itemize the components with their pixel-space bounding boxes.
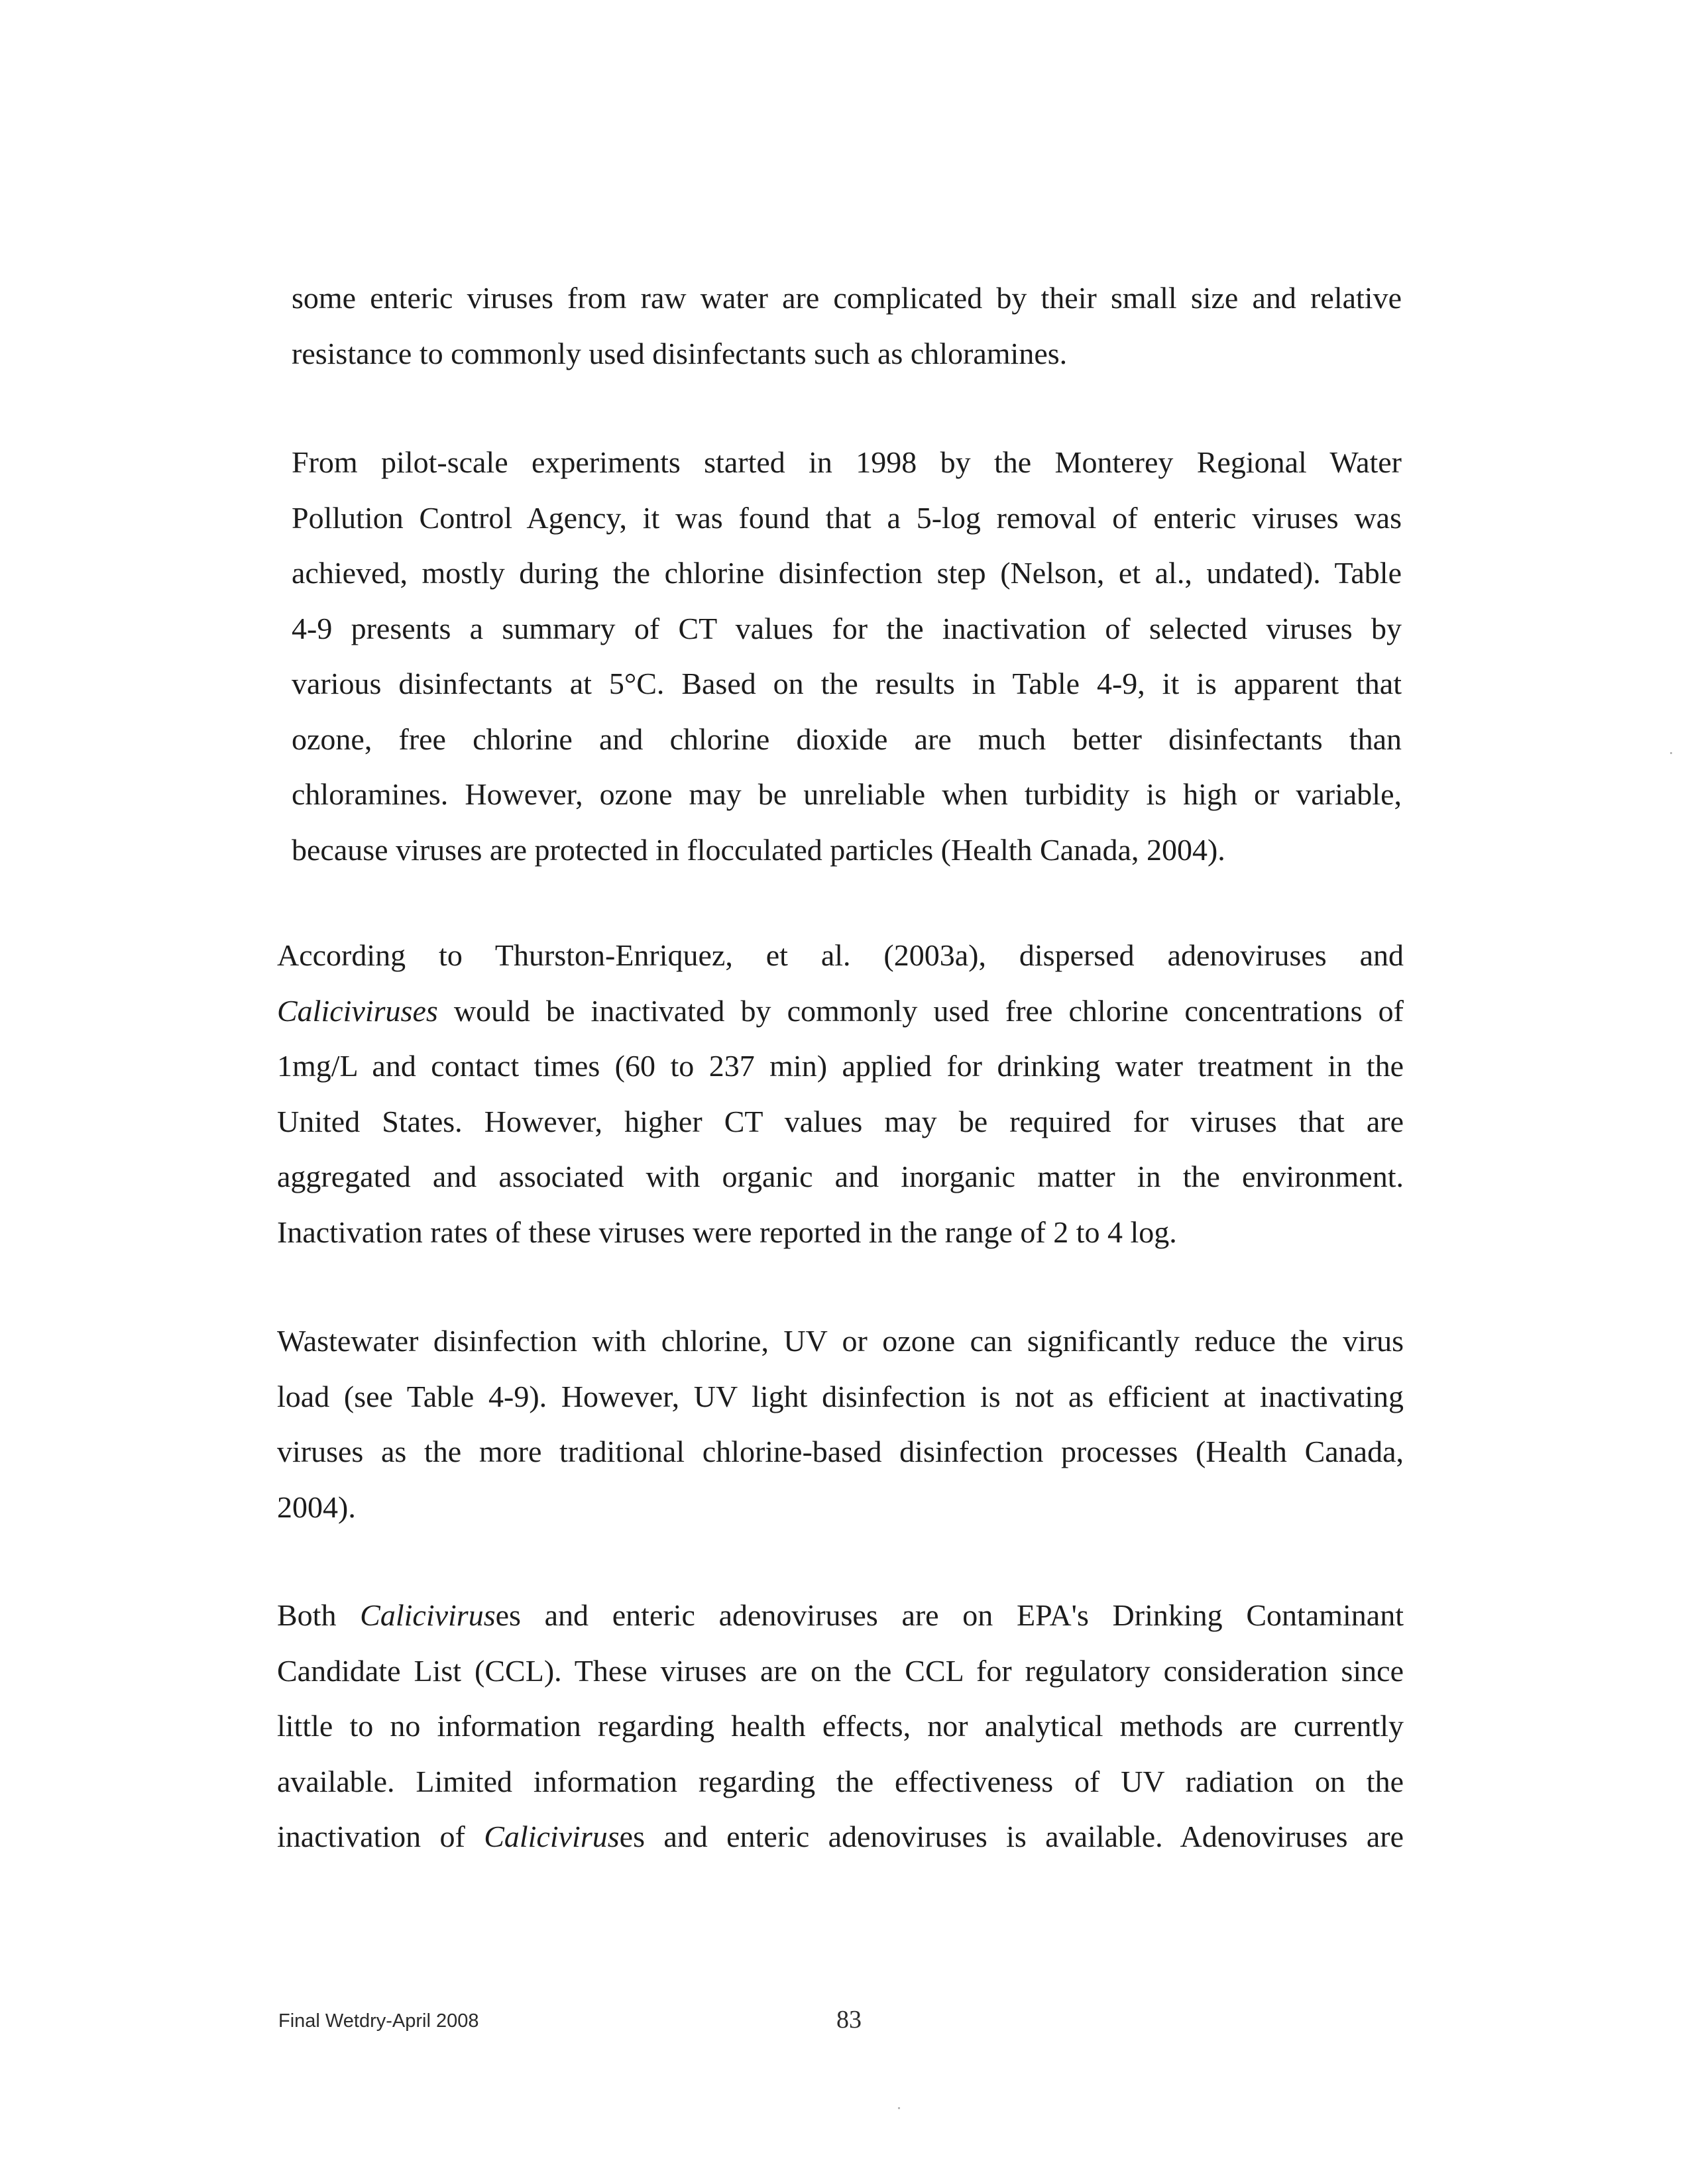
text-line: achieved, mostly during the chlorine disinfection step (Nelson, et al., undated). Table (292, 556, 1402, 590)
text-line: Pollution Control Agency, it was found that a 5-log removal of enteric viruses was (292, 500, 1402, 535)
text-line: viruses as the more traditional chlorine-based disinfection processes (Health Canada, (277, 1435, 1404, 1468)
text-line: chloramines. However, ozone may be unreliable when turbidity is high or variable, (292, 777, 1402, 811)
text-line: Inactivation rates of these viruses were reported in the range of 2 to 4 log. (277, 1215, 1177, 1249)
text-line: 1mg/L and contact times (60 to 237 min) applied for drinking water treatment in the (277, 1049, 1404, 1083)
paragraph-thurston-enriquez (277, 928, 1404, 1260)
text-line: resistance to commonly used disinfectants such as chloramines. (292, 336, 1068, 370)
italic-term: Caliciviruses (277, 993, 438, 1028)
paragraph-pilot-scale (292, 435, 1402, 877)
text-line: 2004). (277, 1490, 356, 1524)
text-line: 4-9 presents a summary of CT values for the inactivation of selected viruses by (292, 611, 1402, 645)
paragraph-wastewater (277, 1313, 1404, 1535)
paragraph-ccl (277, 1588, 1404, 1865)
text-line (277, 1588, 1404, 1643)
italic-term: Calicivirus (360, 1598, 496, 1632)
text-run: es and enteric adenoviruses is available. Adenoviruses are (619, 1820, 1404, 1853)
text-run: would be inactivated by commonly used free chlorine concentrations of (437, 993, 1404, 1028)
text-line: aggregated and associated with organic and inorganic matter in the environment. (277, 1160, 1404, 1193)
scan-speck (898, 2107, 900, 2109)
text-line: some enteric viruses from raw water are complicated by their small size and relative (292, 281, 1402, 315)
text-line: United States. However, higher CT values may be required for viruses that are (277, 1104, 1404, 1138)
text-line: little to no information regarding health effects, nor analytical methods are currently (277, 1709, 1404, 1743)
text-line (277, 983, 1404, 1039)
text-run: inactivation of (277, 1820, 484, 1853)
text-line: various disinfectants at 5°C. Based on the results in Table 4-9, it is apparent that (292, 667, 1402, 700)
page-number: 83 (836, 2006, 862, 2034)
text-run: es and enteric adenoviruses are on EPA's Drinking Contaminant (495, 1598, 1404, 1632)
text-line: available. Limited information regarding the effectiveness of UV radiation on the (277, 1764, 1404, 1798)
text-line: Wastewater disinfection with chlorine, UV or ozone can significantly reduce the virus (277, 1324, 1404, 1358)
text-line: According to Thurston-Enriquez, et al. (2003a), dispersed adenoviruses and (277, 938, 1404, 972)
text-line: because viruses are protected in flocculated particles (Health Canada, 2004). (292, 832, 1225, 867)
text-line: ozone, free chlorine and chlorine dioxide are much better disinfectants than (292, 722, 1402, 756)
text-line (277, 1809, 1404, 1865)
text-line: From pilot-scale experiments started in 1998 by the Monterey Regional Water (292, 445, 1402, 479)
text-run: Both (277, 1598, 361, 1632)
footer-document-label: Final Wetdry-April 2008 (278, 2010, 479, 2032)
scan-speck (1670, 752, 1672, 754)
text-line: load (see Table 4-9). However, UV light disinfection is not as efficient at inactivating (277, 1379, 1404, 1413)
paragraph-continuation (292, 270, 1402, 381)
italic-term: Calicivirus (484, 1820, 620, 1853)
text-line: Candidate List (CCL). These viruses are on the CCL for regulatory consideration since (277, 1653, 1404, 1688)
